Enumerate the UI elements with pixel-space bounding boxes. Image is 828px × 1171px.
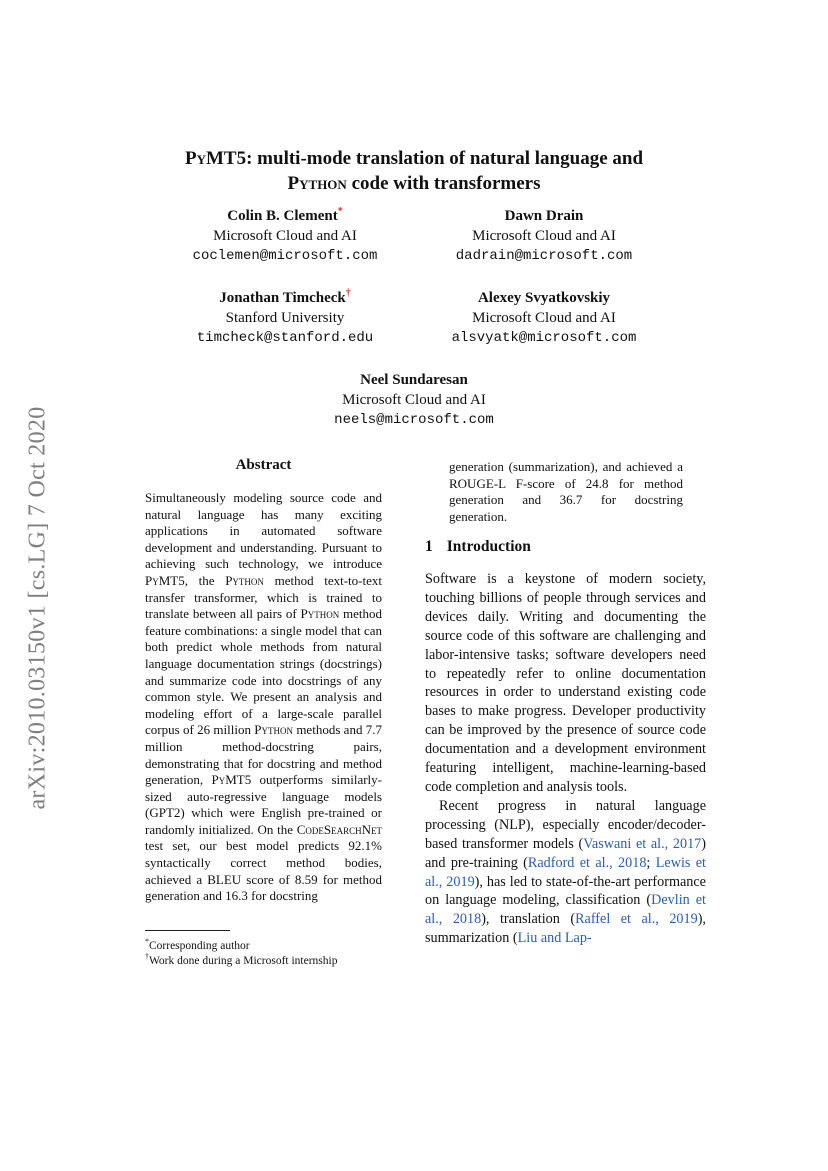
author-email: timcheck@stanford.edu	[196, 330, 374, 346]
author-block	[280, 370, 548, 430]
intro-paragraph-1: Software is a keystone of modern society, touching billions of people through services and devices daily. Writing and documenting the source code of this software are challenging and labor-intensive tasks; software developers need to repeatedly refer to online documentation resources in order to understand existing code bases to make progress. Developer productivity can be improved by the presence of source code documentation and a development environment featuring intelligent, machine-learning-based code completion and analysis tools.	[425, 571, 706, 795]
footnote	[145, 949, 337, 969]
abstract-continuation-text: generation (summarization), and achieved a ROUGE-L F-score of 24.8 for method generation and 36.7 for docstring generation.	[449, 459, 683, 524]
citation-link[interactable]: Devlin et al., 2018	[425, 892, 706, 928]
author-affiliation: Microsoft Cloud and AI	[342, 392, 486, 408]
arxiv-identifier	[19, 375, 57, 840]
author-email: dadrain@microsoft.com	[455, 248, 633, 264]
author-affiliation: Microsoft Cloud and AI	[472, 228, 616, 244]
title-text-1: : multi-mode translation of natural language and	[246, 148, 644, 169]
abstract-text: methods and 7.7 million method-docstring pairs, demonstrating that for docstring and method generation,	[145, 722, 383, 788]
author-block	[150, 206, 420, 266]
author-name: Dawn Drain	[504, 208, 584, 224]
citation-link[interactable]: Vaswani et al., 2017	[583, 835, 702, 852]
intro-text: ), has led to state-of-the-art performance on language modeling, classification (	[425, 873, 706, 909]
author-name: Colin B. Clement	[227, 208, 338, 224]
introduction-body	[425, 570, 706, 948]
abstract-text: method text-to-text transfer transformer, which is trained to translate between all pairs of	[145, 572, 382, 622]
author-name: Jonathan Timcheck	[219, 290, 346, 306]
abstract-smallcaps: CodeSearchNet	[296, 821, 382, 837]
abstract-text: outperforms similarly-sized auto-regressive language models (GPT2) which were English pre-trained or randomly initialized. On the	[145, 772, 382, 837]
abstract-smallcaps: Python	[225, 572, 264, 588]
author-email: coclemen@microsoft.com	[192, 248, 378, 264]
author-block	[420, 206, 668, 266]
intro-text: ) and pre-training (	[425, 835, 706, 871]
abstract-smallcaps: PyMT5	[145, 572, 185, 588]
abstract-continuation	[449, 459, 683, 525]
abstract-paragraph	[145, 490, 382, 905]
citation-link[interactable]: Liu and Lap-	[517, 930, 592, 947]
author-block	[150, 288, 420, 348]
citation-link[interactable]: Raffel et al., 2019	[575, 911, 698, 928]
abstract-smallcaps: Python	[254, 722, 294, 738]
author-affiliation: Stanford University	[225, 310, 345, 326]
intro-text: Recent progress in natural language processing (NLP), especially encoder/decoder-based transformer models (	[425, 797, 706, 852]
abstract-text: method feature combinations: a single model that can both predict whole methods from natural language documentation strings (docstrings) and summarize code into docstrings of any common style. We present an analysis and modeling effort of a large-scale parallel corpus of 26 million	[145, 606, 383, 738]
title-line-2	[120, 171, 708, 196]
footnote-text: Work done during a Microsoft internship	[149, 954, 338, 967]
author-mark: *	[337, 206, 343, 217]
abstract-text: Simultaneously modeling source code and natural language has many exciting applications in automated software development and understanding. Pursuant to achieving such technology, we introduce	[145, 490, 382, 572]
abstract-heading: Abstract	[235, 457, 292, 473]
intro-text: ;	[646, 854, 656, 871]
abstract-body	[145, 490, 382, 905]
author-affiliation: Microsoft Cloud and AI	[213, 228, 357, 244]
footnote-mark: †	[145, 952, 149, 961]
footnote-mark: *	[145, 937, 149, 946]
footnote-rule	[145, 930, 230, 931]
footnote-text: Corresponding author	[149, 939, 250, 952]
paper-title	[120, 146, 708, 196]
author-name: Alexey Svyatkovskiy	[477, 290, 611, 306]
abstract-text: test set, our best model predicts 92.1% syntactically correct method bodies, achieved a BLEU score of 8.59 for method generation and 16.3 for docstring	[145, 838, 382, 904]
author-email: neels@microsoft.com	[334, 412, 494, 428]
title-text-2: code with transformers	[346, 173, 541, 194]
author-name: Neel Sundaresan	[360, 372, 468, 388]
section-number: 1	[425, 538, 433, 555]
abstract-text: , the	[184, 572, 226, 588]
title-model-name: PyMT5	[184, 148, 247, 169]
intro-text: ), translation (	[481, 911, 576, 928]
author-affiliation: Microsoft Cloud and AI	[472, 310, 616, 326]
intro-paragraph-2	[425, 797, 706, 948]
title-language-name: Python	[287, 173, 347, 194]
abstract-smallcaps: Python	[300, 606, 340, 622]
citation-link[interactable]: Radford et al., 2018	[527, 854, 647, 871]
section-heading	[425, 538, 531, 556]
abstract-smallcaps: PyMT5	[211, 772, 252, 788]
citation-link[interactable]: Lewis et al., 2019	[425, 854, 707, 890]
section-title: Introduction	[446, 538, 531, 555]
title-line-1	[120, 146, 708, 171]
author-email: alsvyatk@microsoft.com	[451, 330, 637, 346]
author-block	[420, 288, 668, 348]
arxiv-identifier-text: arXiv:2010.03150v1 [cs.LG] 7 Oct 2020	[24, 405, 51, 810]
intro-text: ), summarization (	[425, 911, 706, 947]
author-mark: †	[345, 288, 351, 299]
